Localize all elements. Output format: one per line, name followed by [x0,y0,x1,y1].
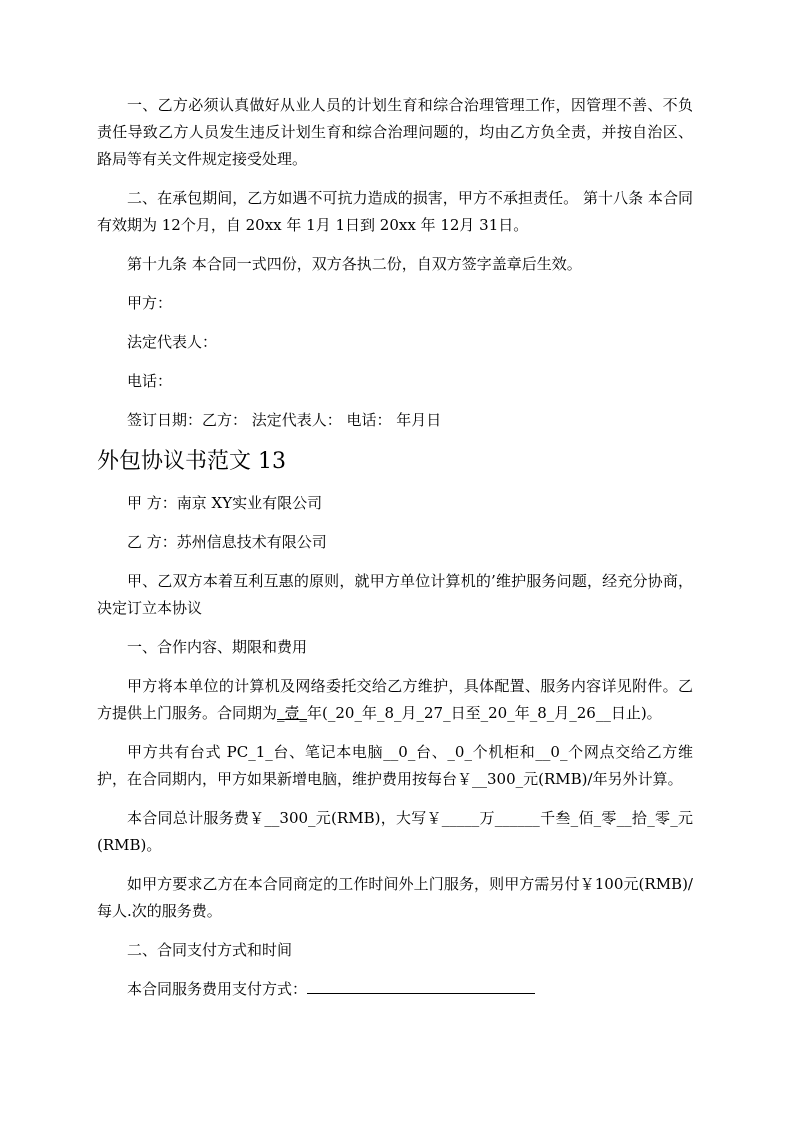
total-fee-paragraph: 本合同总计服务费￥__300_元(RMB)，大写￥_____万______千叁_佰_零__拾_零_元(RMB)。 [97,809,693,854]
paragraph-force-majeure: 二、在承包期间，乙方如遇不可抗力造成的损害，甲方不承担责任。 第十八条 本合同有效期为 12个月，自 20xx 年 1月 1日到 20xx 年 12月 31日。 [97,189,693,234]
party-a-label: 甲方： [127,294,173,312]
maintenance-paragraph [97,673,693,727]
signing-line: 签订日期：乙方： 法定代表人： 电话： 年月日 [127,411,442,429]
document-body [97,92,693,1015]
legal-rep-label: 法定代表人： [127,333,218,351]
section-title: 外包协议书范文 13 [97,449,286,474]
paragraph-article-19: 第十九条 本合同一式四份，双方各执二份，自双方签字盖章后生效。 [127,255,582,273]
devices-paragraph: 甲方共有台式 PC_1_台、笔记本电脑__0_台、_0_个机柜和__0_个网点交给乙方维护，在合同期内，甲方如果新增电脑，维护费用按每台￥__300_元(RMB)/年另外计算。 [97,743,693,788]
extra-service-paragraph: 如甲方要求乙方在本合同商定的工作时间外上门服务，则甲方需另付￥100元(RMB)/每人.次的服务费。 [97,875,693,920]
clause-heading-2: 二、合同支付方式和时间 [127,941,293,959]
phone-label: 电话： [127,372,173,390]
intro-paragraph: 甲、乙双方本着互利互惠的原则，就甲方单位计算机的’维护服务问题，经充分协商，决定订立本协议 [97,572,693,617]
paragraph-family-planning: 一、乙方必须认真做好从业人员的计划生育和综合治理管理工作，因管理不善、不负责任导致乙方人员发生违反计划生育和综合治理问题的，均由乙方负全责，并按自治区、路局等有关文件规定接受处理。 [97,96,693,168]
clause-heading-1: 一、合作内容、期限和费用 [127,638,308,656]
payment-method-paragraph [97,976,693,1003]
payment-method-blank [307,977,535,994]
maintenance-text-a: 甲方将本单位的计算机及网络委托交给乙方维护，具体配置、服务内容详见附件。乙方提供上门服务。合同期为 [97,677,693,722]
party-a-name: 甲 方：南京 XY实业有限公司 [127,494,323,512]
maintenance-text-c: 年(_20_年_8_月_27_日至_20_年_8_月_26__日止)。 [307,704,662,722]
payment-method-label: 本合同服务费用支付方式： [127,980,308,998]
contract-term-years: _壹_ [277,704,308,722]
party-b-name: 乙 方：苏州信息技术有限公司 [127,533,327,551]
